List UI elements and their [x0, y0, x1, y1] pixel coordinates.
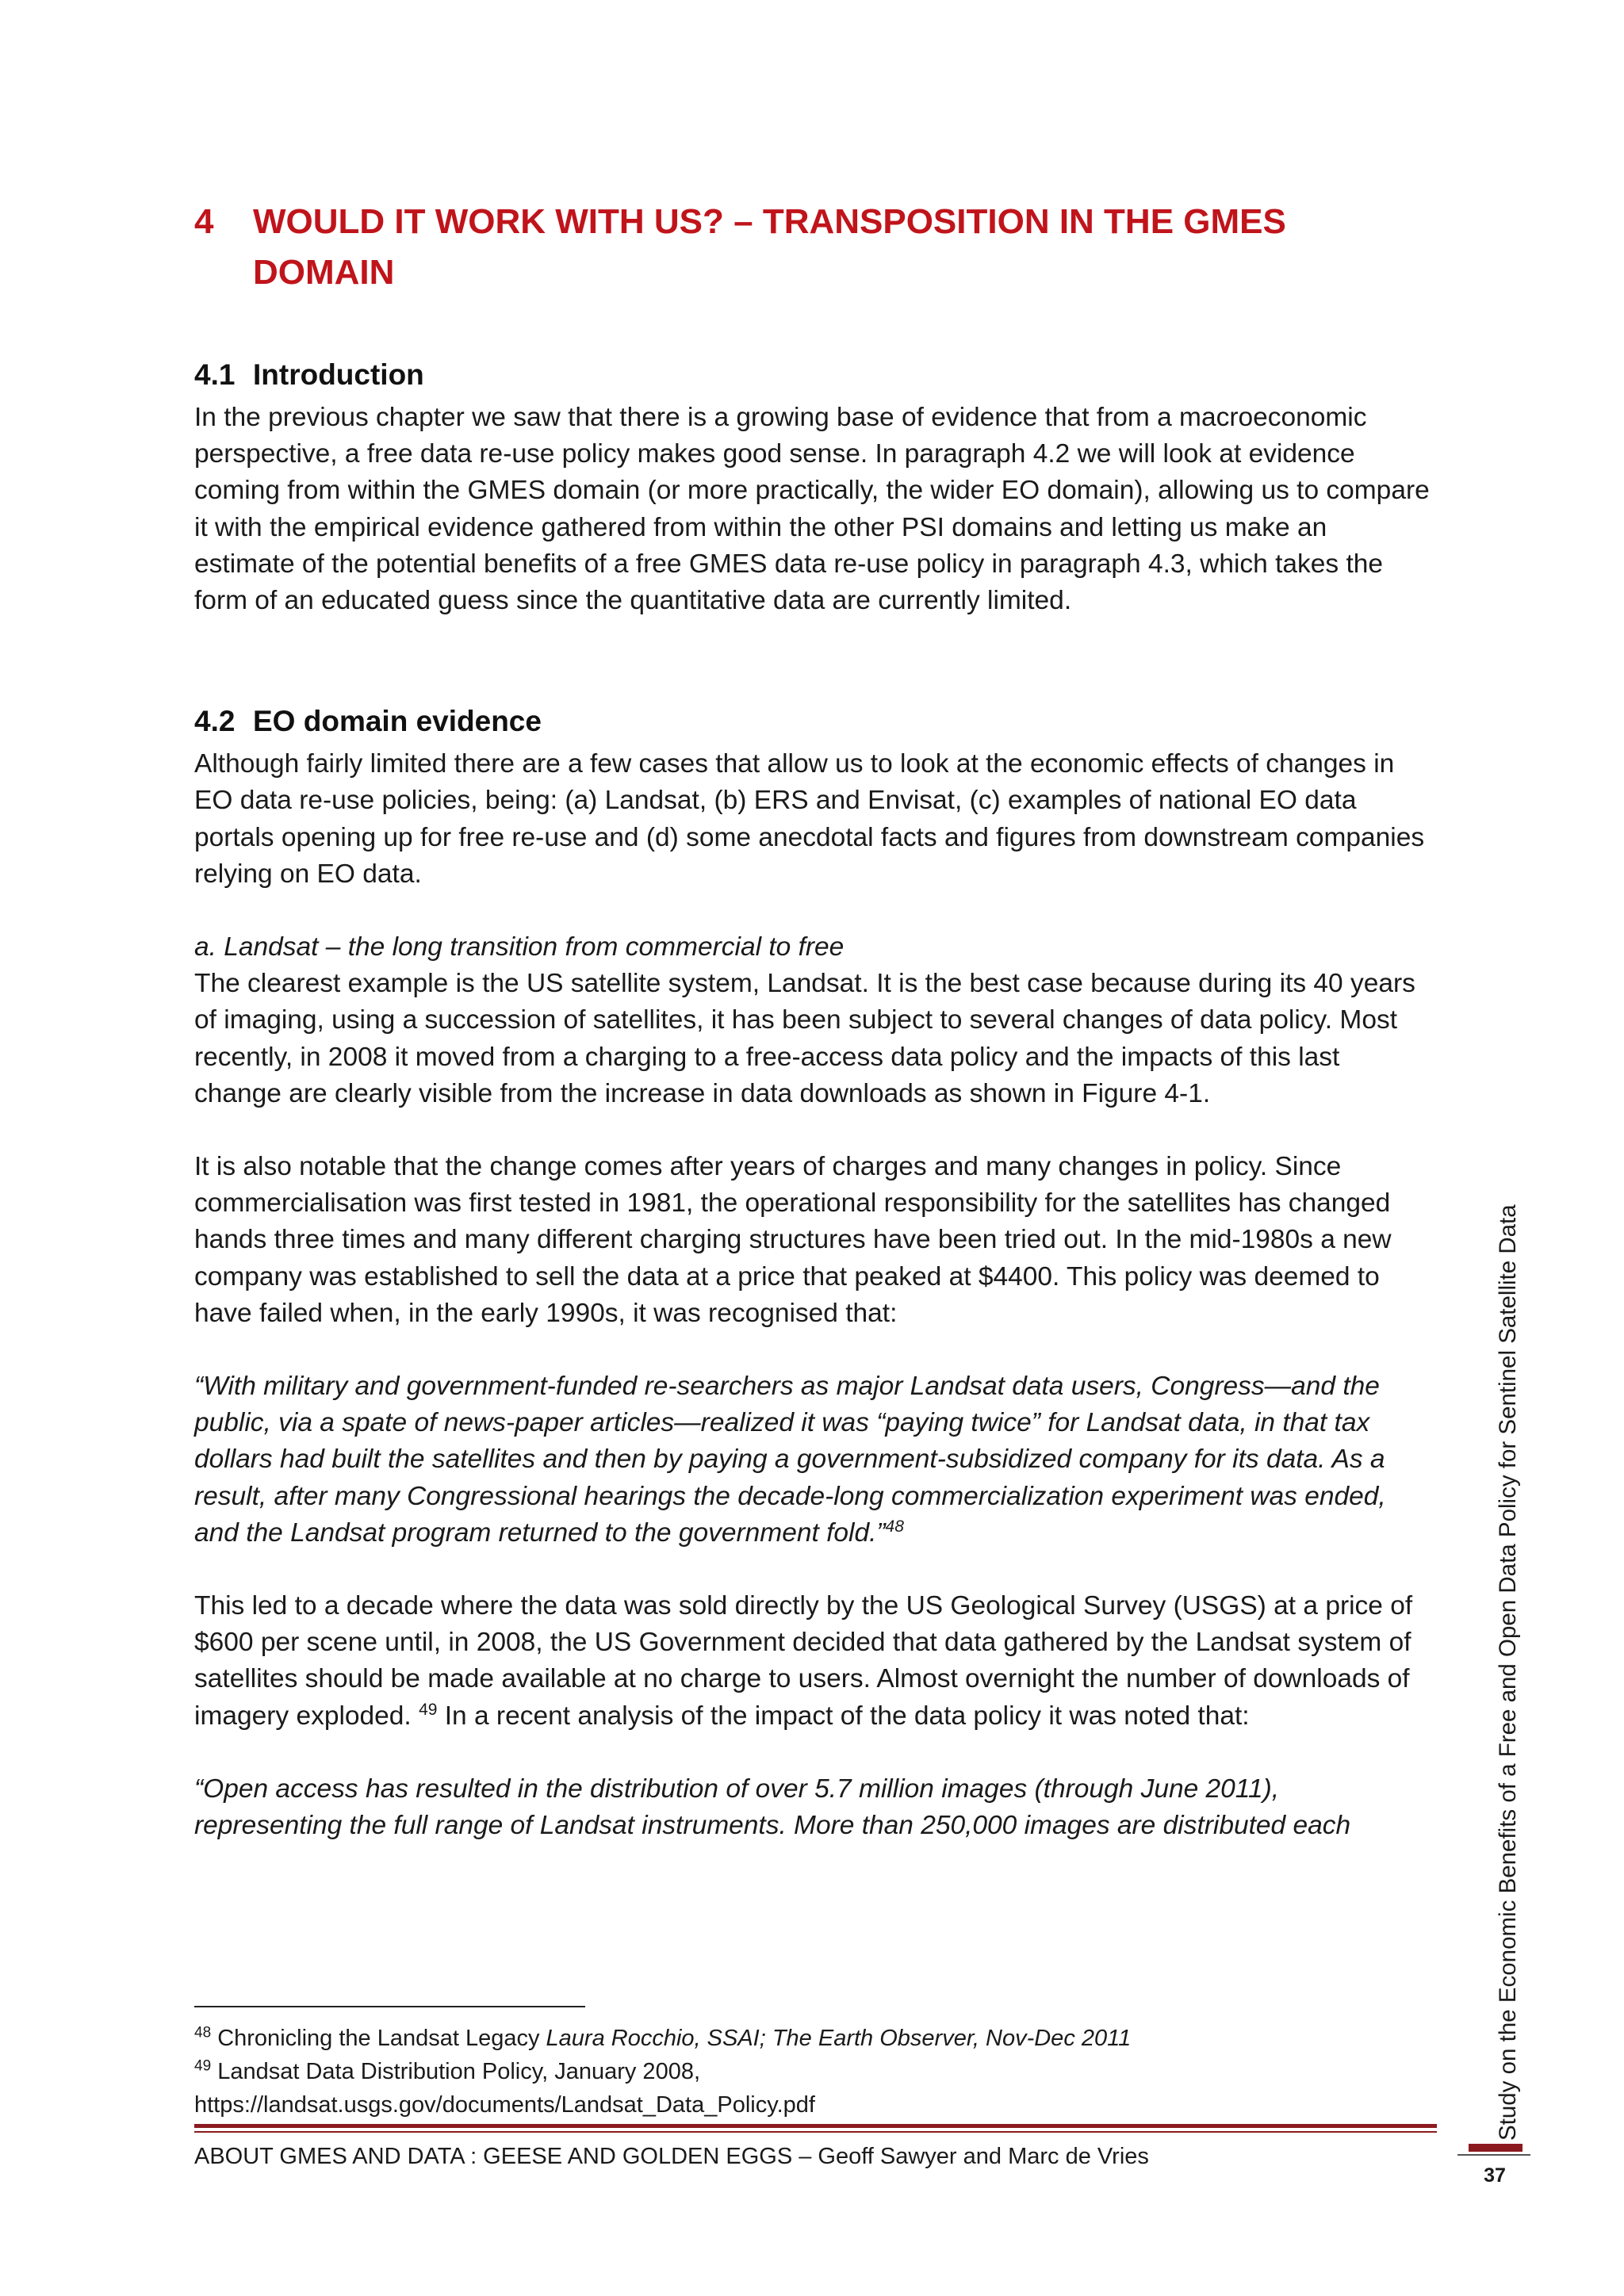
section-number: 4.2: [194, 705, 236, 738]
footnote-ref-49[interactable]: 49: [419, 1700, 438, 1719]
landsat-paragraph-2: It is also notable that the change comes after years of charges and many changes in policy. Since commercialisation was first tested in 1981, the operational responsibility for the satellites has changed hands three times and many different charging structures have been tried out. In the mid-1980s a new company was established to sell the data at a price that peaked at $4400. This policy was deemed to have failed when, in the early 1990s, it was recognised that:: [194, 1152, 1392, 1328]
footnote-divider: [194, 2006, 585, 2007]
section-heading-4-1: [194, 355, 1431, 395]
chapter-title: WOULD IT WORK WITH US? – TRANSPOSITION IN THE GMES DOMAIN: [253, 202, 1286, 292]
footnote-text: Landsat Data Distribution Policy, January 2008,: [217, 2059, 701, 2084]
section-number: 4.1: [194, 358, 236, 391]
footnote-ref-48[interactable]: 48: [885, 1517, 904, 1536]
section-heading-4-2: [194, 702, 1431, 741]
paragraph-text: In a recent analysis of the impact of the data policy it was noted that:: [444, 1701, 1250, 1731]
quote-text: “With military and government-funded re-searchers as major Landsat data users, Congress—and the public, via a spate of news-paper articles—realized it was “paying twice” for Landsat data, in that tax dollars had built the satellites and then by paying a government-subsidized company for its data. As a result, after many Congressional hearings the decade-long commercialization experiment was ended, and the Landsat program returned to the government fold.”: [194, 1372, 1386, 1548]
footnote-source: Laura Rocchio, SSAI; The Earth Observer, Nov-Dec 2011: [546, 2026, 1132, 2051]
block-quote-2: “Open access has resulted in the distribution of over 5.7 million images (through June 2011), representing the full range of Landsat instruments. More than 250,000 images are distributed each: [194, 1774, 1351, 1841]
footnotes: [194, 2022, 1431, 2122]
footnote-number: 48: [194, 2024, 212, 2042]
paragraph-text: This led to a decade where the data was sold directly by the US Geological Survey (USGS) at a price of $600 per scene until, in 2008, the US Government decided that data gathered by the Landsat system of satellites should be made available at no charge to users. Almost overnight the number of downloads of imagery exploded.: [194, 1591, 1413, 1731]
landsat-paragraph-1: The clearest example is the US satellite system, Landsat. It is the best case because during its 40 years of imaging, using a succession of satellites, it has been subject to several changes of data policy. Most recently, in 2008 it moved from a charging to a free-access data policy and the impacts of this last change are clearly visible from the increase in data downloads as shown in Figure 4-1.: [194, 969, 1415, 1108]
main-content: [194, 197, 1431, 1844]
footnote-text: Chronicling the Landsat Legacy: [217, 2026, 546, 2051]
landsat-paragraph-3: [194, 1588, 1431, 1735]
section-title: EO domain evidence: [253, 705, 542, 738]
page-number-bar: [1469, 2144, 1522, 2152]
section-title: Introduction: [253, 358, 424, 391]
footnote-number: 49: [194, 2057, 212, 2075]
block-quote-1: [194, 1368, 1431, 1552]
intro-paragraph: In the previous chapter we saw that there is a growing base of evidence that from a macroeconomic perspective, a free data re-use policy makes good sense. In paragraph 4.2 we will look at evidence coming from within the GMES domain (or more practically, the wider EO domain), allowing us to compare it with the empirical evidence gathered from within the other PSI domains and letting us make an estimate of the potential benefits of a free GMES data re-use policy in paragraph 4.3, which takes the form of an educated guess since the quantitative data are currently limited.: [194, 403, 1430, 616]
footer-divider: [194, 2124, 1437, 2128]
eo-intro-paragraph: Although fairly limited there are a few cases that allow us to look at the economic effects of changes in EO data re-use policies, being: (a) Landsat, (b) ERS and Envisat, (c) examples of national EO data portals opening up for free re-use and (d) some anecdotal facts and figures from downstream companies relying on EO data.: [194, 749, 1425, 889]
running-footer: ABOUT GMES AND DATA : GEESE AND GOLDEN EGGS – Geoff Sawyer and Marc de Vries: [194, 2144, 1149, 2169]
page-number: 37: [1484, 2164, 1506, 2187]
chapter-heading: [194, 197, 1431, 298]
footnote-49: [194, 2055, 1431, 2088]
chapter-number: 4: [194, 202, 214, 241]
subheading-landsat: a. Landsat – the long transition from commercial to free: [194, 932, 845, 962]
footnote-url[interactable]: https://landsat.usgs.gov/documents/Landsat_Data_Policy.pdf: [194, 2092, 815, 2118]
page-number-line: [1457, 2154, 1530, 2156]
footer-divider-thin: [194, 2131, 1437, 2133]
footnote-48: [194, 2022, 1431, 2055]
side-running-title: Study on the Economic Benefits of a Free and Open Data Policy for Sentinel Satellite Data: [1495, 1204, 1521, 2141]
